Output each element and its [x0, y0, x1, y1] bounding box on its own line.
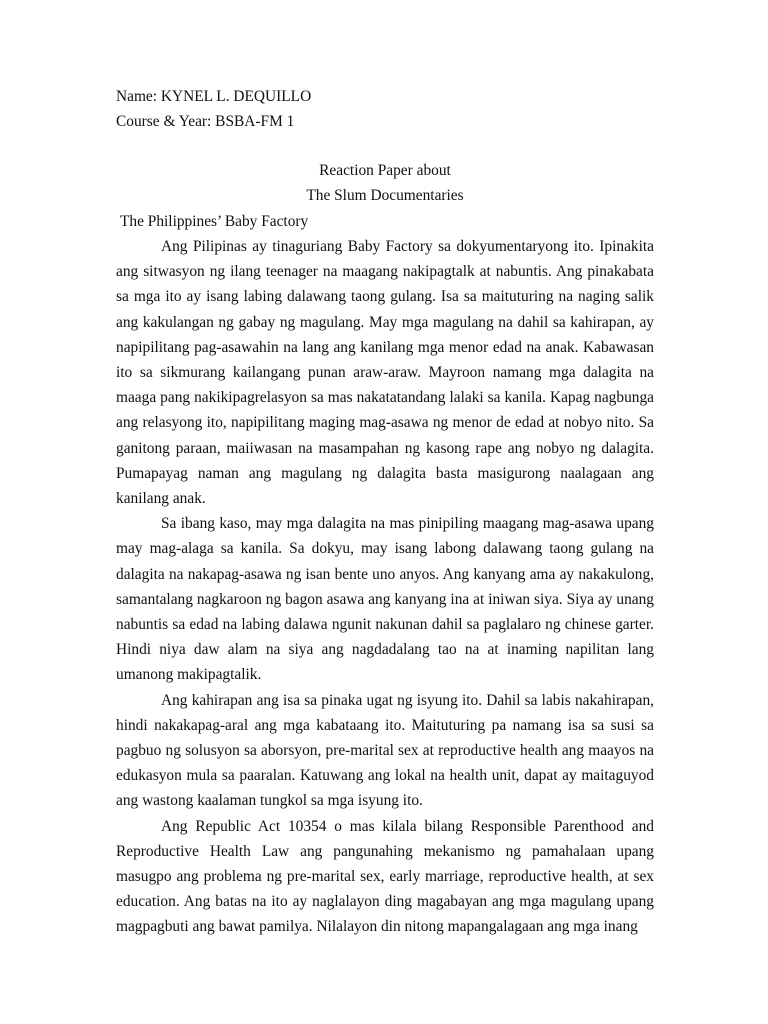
- paper-title: [116, 158, 654, 208]
- body-text: [116, 234, 654, 940]
- paragraph-4: Ang Republic Act 10354 o mas kilala bilang Responsible Parenthood and Reproductive Health Law ang pangunahing mekanismo ng pamahalaan upang masugpo ang problema ng pre-marital sex, early marriage, reproductive health, at sex education. Ang batas na ito ay naglalayon ding magabayan ang mga magulang upang magpagbuti ang bawat pamilya. Nilalayon din nitong mapangalagaan ang mga inang: [116, 817, 654, 936]
- title-line-1: Reaction Paper about: [319, 162, 451, 179]
- paragraph-3: Ang kahirapan ang isa sa pinaka ugat ng isyung ito. Dahil sa labis nakahirapan, hindi nakakapag-aral ang mga kabataang ito. Maituturing pa namang isa sa susi sa pagbuo ng solusyon sa aborsyon, pre-marital sex at reproductive health ang maayos na edukasyon mula sa paaralan. Katuwang ang lokal na health unit, dapat ay maitaguyod ang wastong kaalaman tungkol sa mga isyung ito.: [116, 691, 654, 810]
- student-name-line: Name: KYNEL L. DEQUILLO: [116, 88, 312, 105]
- paragraph-2: Sa ibang kaso, may mga dalagita na mas pinipiling maagang mag-asawa upang may mag-alaga sa kanila. Sa dokyu, may isang labong dalawang taong gulang na dalagita na nakapag-asawa ng isan bente uno anyos. Ang kanyang ama ay nakakulong, samantalang nagkaroon ng bagon asawa ang kanyang ina at iniwan siya. Siya ay unang nabuntis sa edad na labing dalawa ngunit nakunan dahil sa paglalaro ng chinese garter. Hindi niya daw alam na siya ang nagdadalang tao na at inaming napilitan lang umanong makipagtalik.: [116, 515, 654, 684]
- student-info: [116, 84, 676, 134]
- title-line-2: The Slum Documentaries: [306, 187, 464, 205]
- course-year-line: Course & Year: BSBA-FM 1: [116, 113, 295, 131]
- paragraph-1: Ang Pilipinas ay tinaguriang Baby Factory sa dokyumentaryong ito. Ipinakita ang sitwasyon ng ilang teenager na maagang nakipagtalk at nabuntis. Ang pinakabata sa mga ito ay isang labing dalawang taong gulang. Isa sa maituturing na naging salik ang kakulangan ng gabay ng magulang. May mga magulang na dahil sa kahirapan, ay napipilitang pag-asawahin na lang ang kanilang mga menor edad na anak. Kabawasan ito sa sikmurang kailangang punan araw-araw. Mayroon namang mga dalagita na maaga pang nakikipagrelasyon sa mas nakatatandang lalaki sa kanila. Kapag nagbunga ang relasyong ito, napipilitang maging mag-asawa ng menor de edad at nobyo nito. Sa ganitong paraan, maiiwasan na masampahan ng kasong rape ang nobyo ng dalagita. Pumapayag naman ang magulang ng dalagita basta masigurong naalagaan ang kanilang anak.: [116, 238, 654, 508]
- section-heading: The Philippines’ Baby Factory: [120, 213, 309, 230]
